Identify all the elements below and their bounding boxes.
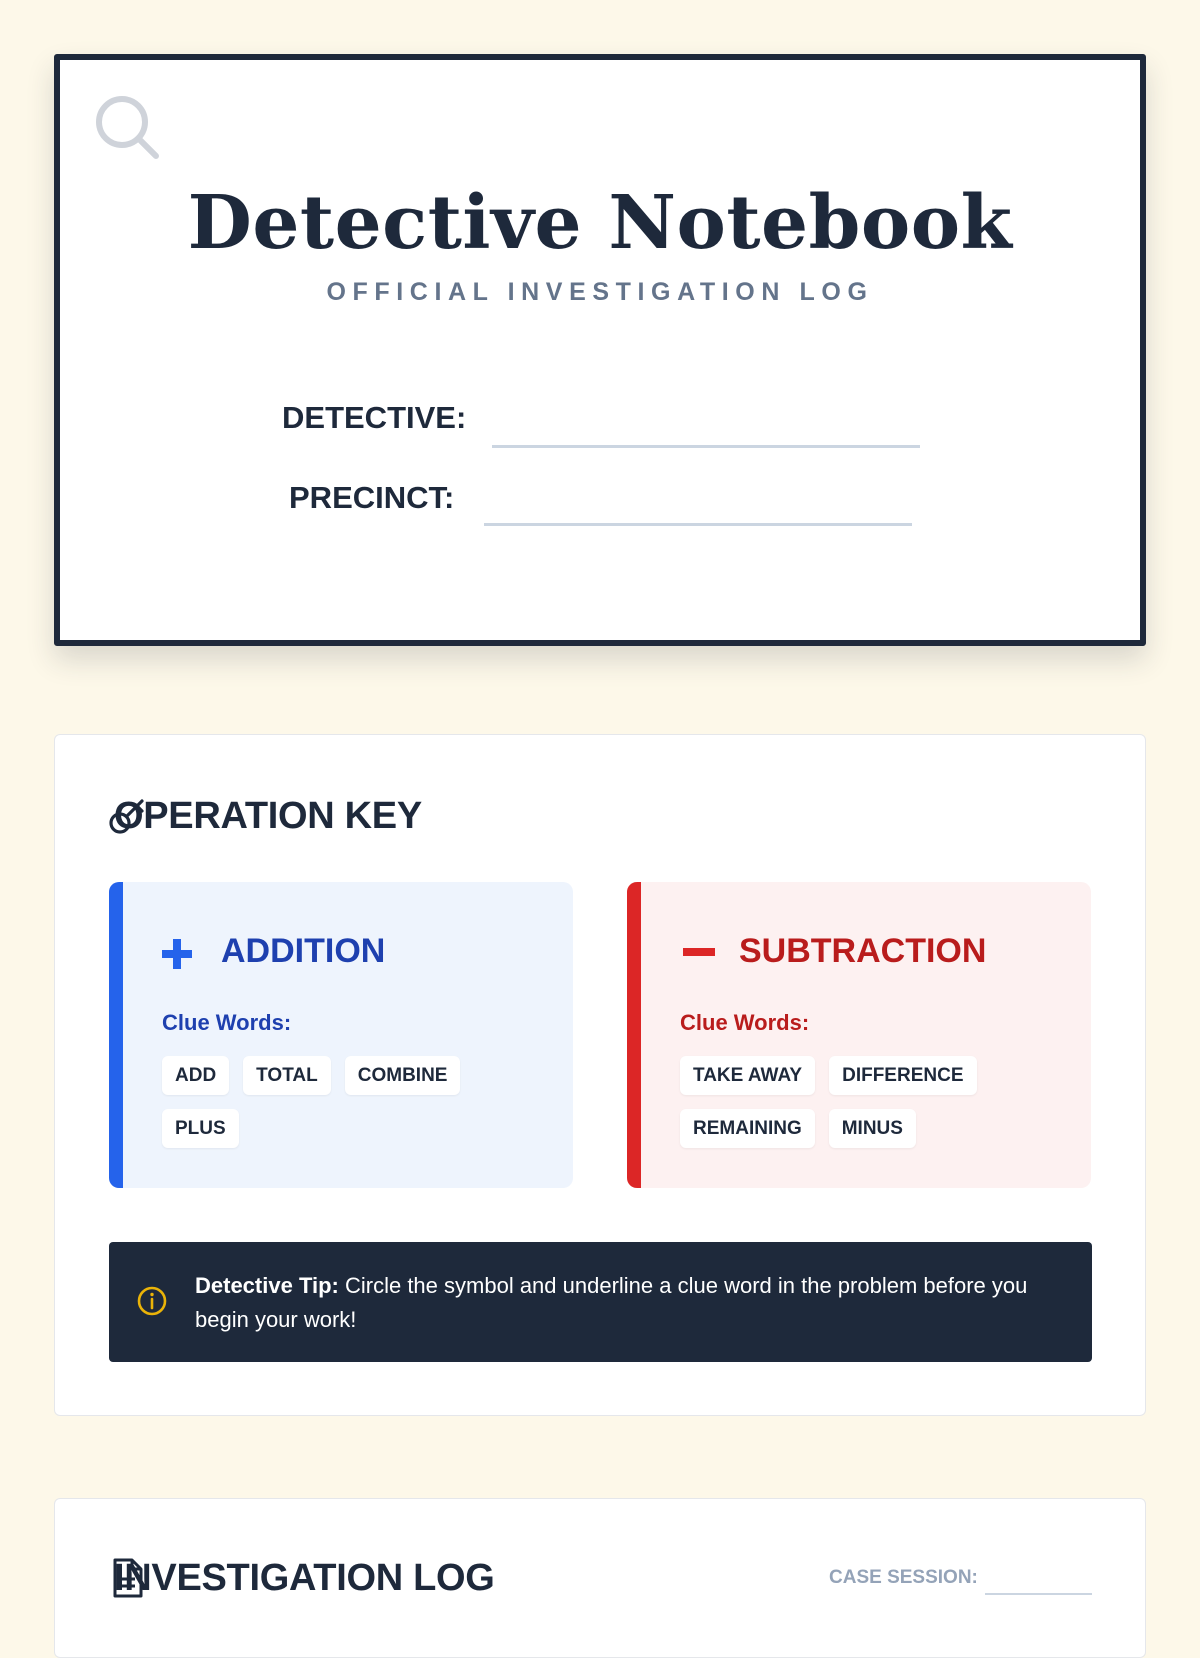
clue-chip: MINUS (829, 1109, 916, 1148)
subtraction-clue-list (680, 1056, 1060, 1148)
operation-key-title: OPERATION KEY (114, 795, 422, 837)
tip-label: Detective Tip: (195, 1273, 339, 1298)
subtraction-accent-bar (627, 882, 641, 1188)
tip-text (195, 1269, 1055, 1337)
clue-chip: ADD (162, 1056, 229, 1095)
addition-clue-label: Clue Words: (162, 1010, 292, 1035)
tip-body: Circle the symbol and underline a clue word in the problem before you begin your work! (195, 1273, 1028, 1332)
page-title: Detective Notebook (187, 180, 1013, 266)
detective-field[interactable] (492, 445, 920, 448)
addition-card (109, 882, 573, 1188)
clue-chip: DIFFERENCE (829, 1056, 976, 1095)
detective-label: DETECTIVE: (282, 400, 467, 435)
addition-title: ADDITION (221, 932, 386, 970)
clue-chip: TOTAL (243, 1056, 331, 1095)
subtraction-clue-label: Clue Words: (680, 1010, 810, 1035)
page-subtitle: OFFICIAL INVESTIGATION LOG (326, 278, 874, 306)
case-session-field[interactable] (985, 1593, 1092, 1595)
clue-chip: PLUS (162, 1109, 239, 1148)
addition-accent-bar (109, 882, 123, 1188)
clue-chip: TAKE AWAY (680, 1056, 815, 1095)
minus-icon (683, 948, 715, 958)
info-icon (136, 1285, 168, 1317)
investigation-log-title: INVESTIGATION LOG (114, 1557, 495, 1599)
detective-tip (109, 1242, 1092, 1362)
precinct-label: PRECINCT: (289, 480, 455, 515)
subtraction-card (627, 882, 1091, 1188)
subtraction-title: SUBTRACTION (739, 932, 987, 970)
case-session-label: CASE SESSION: (829, 1567, 978, 1588)
magnifying-glass-icon (92, 92, 164, 164)
addition-clue-list (162, 1056, 542, 1148)
clue-chip: COMBINE (345, 1056, 461, 1095)
precinct-field[interactable] (484, 523, 912, 526)
plus-icon (161, 938, 193, 970)
clue-chip: REMAINING (680, 1109, 815, 1148)
notebook-cover (54, 54, 1146, 646)
